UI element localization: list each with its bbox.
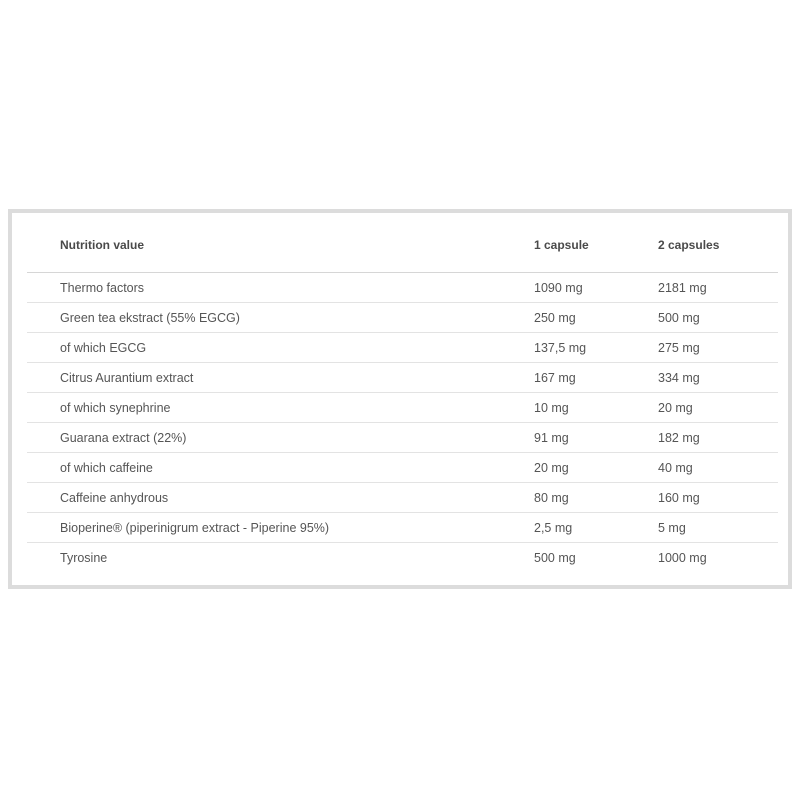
nutrient-name-cell: Citrus Aurantium extract xyxy=(27,363,534,393)
nutrient-name-cell: of which EGCG xyxy=(27,333,534,363)
nutrient-name-cell: of which synephrine xyxy=(27,393,534,423)
table-row xyxy=(27,453,778,483)
table-row xyxy=(27,393,778,423)
nutrient-name-cell: Thermo factors xyxy=(27,273,534,303)
one-capsule-cell: 1090 mg xyxy=(534,273,658,303)
one-capsule-cell: 2,5 mg xyxy=(534,513,658,543)
table-row xyxy=(27,273,778,303)
table-row xyxy=(27,423,778,453)
one-capsule-cell: 167 mg xyxy=(534,363,658,393)
one-capsule-cell: 10 mg xyxy=(534,393,658,423)
table-row xyxy=(27,363,778,393)
nutrient-name-cell: Caffeine anhydrous xyxy=(27,483,534,513)
two-capsules-cell: 182 mg xyxy=(658,423,778,453)
one-capsule-cell: 80 mg xyxy=(534,483,658,513)
one-capsule-cell: 250 mg xyxy=(534,303,658,333)
table-row xyxy=(27,543,778,573)
two-capsules-cell: 1000 mg xyxy=(658,550,707,565)
two-capsules-cell: 40 mg xyxy=(658,453,778,483)
two-capsules-cell: 20 mg xyxy=(658,393,778,423)
table-header xyxy=(27,227,778,273)
two-capsules-cell: 334 mg xyxy=(658,363,778,393)
table-body xyxy=(27,273,778,573)
nutrient-name-cell: Tyrosine xyxy=(60,550,108,565)
nutrient-name-cell: Green tea ekstract (55% EGCG) xyxy=(27,303,534,333)
table-row xyxy=(27,513,778,543)
header-row xyxy=(27,227,778,273)
two-capsules-cell: 275 mg xyxy=(658,333,778,363)
nutrition-table xyxy=(27,227,778,572)
header-2-capsules: 2 capsules xyxy=(658,227,778,273)
header-nutrition-value: Nutrition value xyxy=(27,227,534,273)
nutrition-panel xyxy=(8,209,792,589)
one-capsule-cell: 137,5 mg xyxy=(534,333,658,363)
two-capsules-cell: 2181 mg xyxy=(658,273,778,303)
one-capsule-cell: 20 mg xyxy=(534,453,658,483)
one-capsule-cell: 91 mg xyxy=(534,423,658,453)
two-capsules-cell: 500 mg xyxy=(658,303,778,333)
nutrient-name-cell: Bioperine® (piperinigrum extract - Piperine 95%) xyxy=(27,513,534,543)
two-capsules-cell: 5 mg xyxy=(658,513,778,543)
table-row xyxy=(27,333,778,363)
table-row xyxy=(27,303,778,333)
table-row xyxy=(27,483,778,513)
header-1-capsule: 1 capsule xyxy=(534,227,658,273)
nutrient-name-cell: of which caffeine xyxy=(27,453,534,483)
two-capsules-cell: 160 mg xyxy=(658,483,778,513)
nutrient-name-cell: Guarana extract (22%) xyxy=(27,423,534,453)
one-capsule-cell: 500 mg xyxy=(534,550,576,565)
